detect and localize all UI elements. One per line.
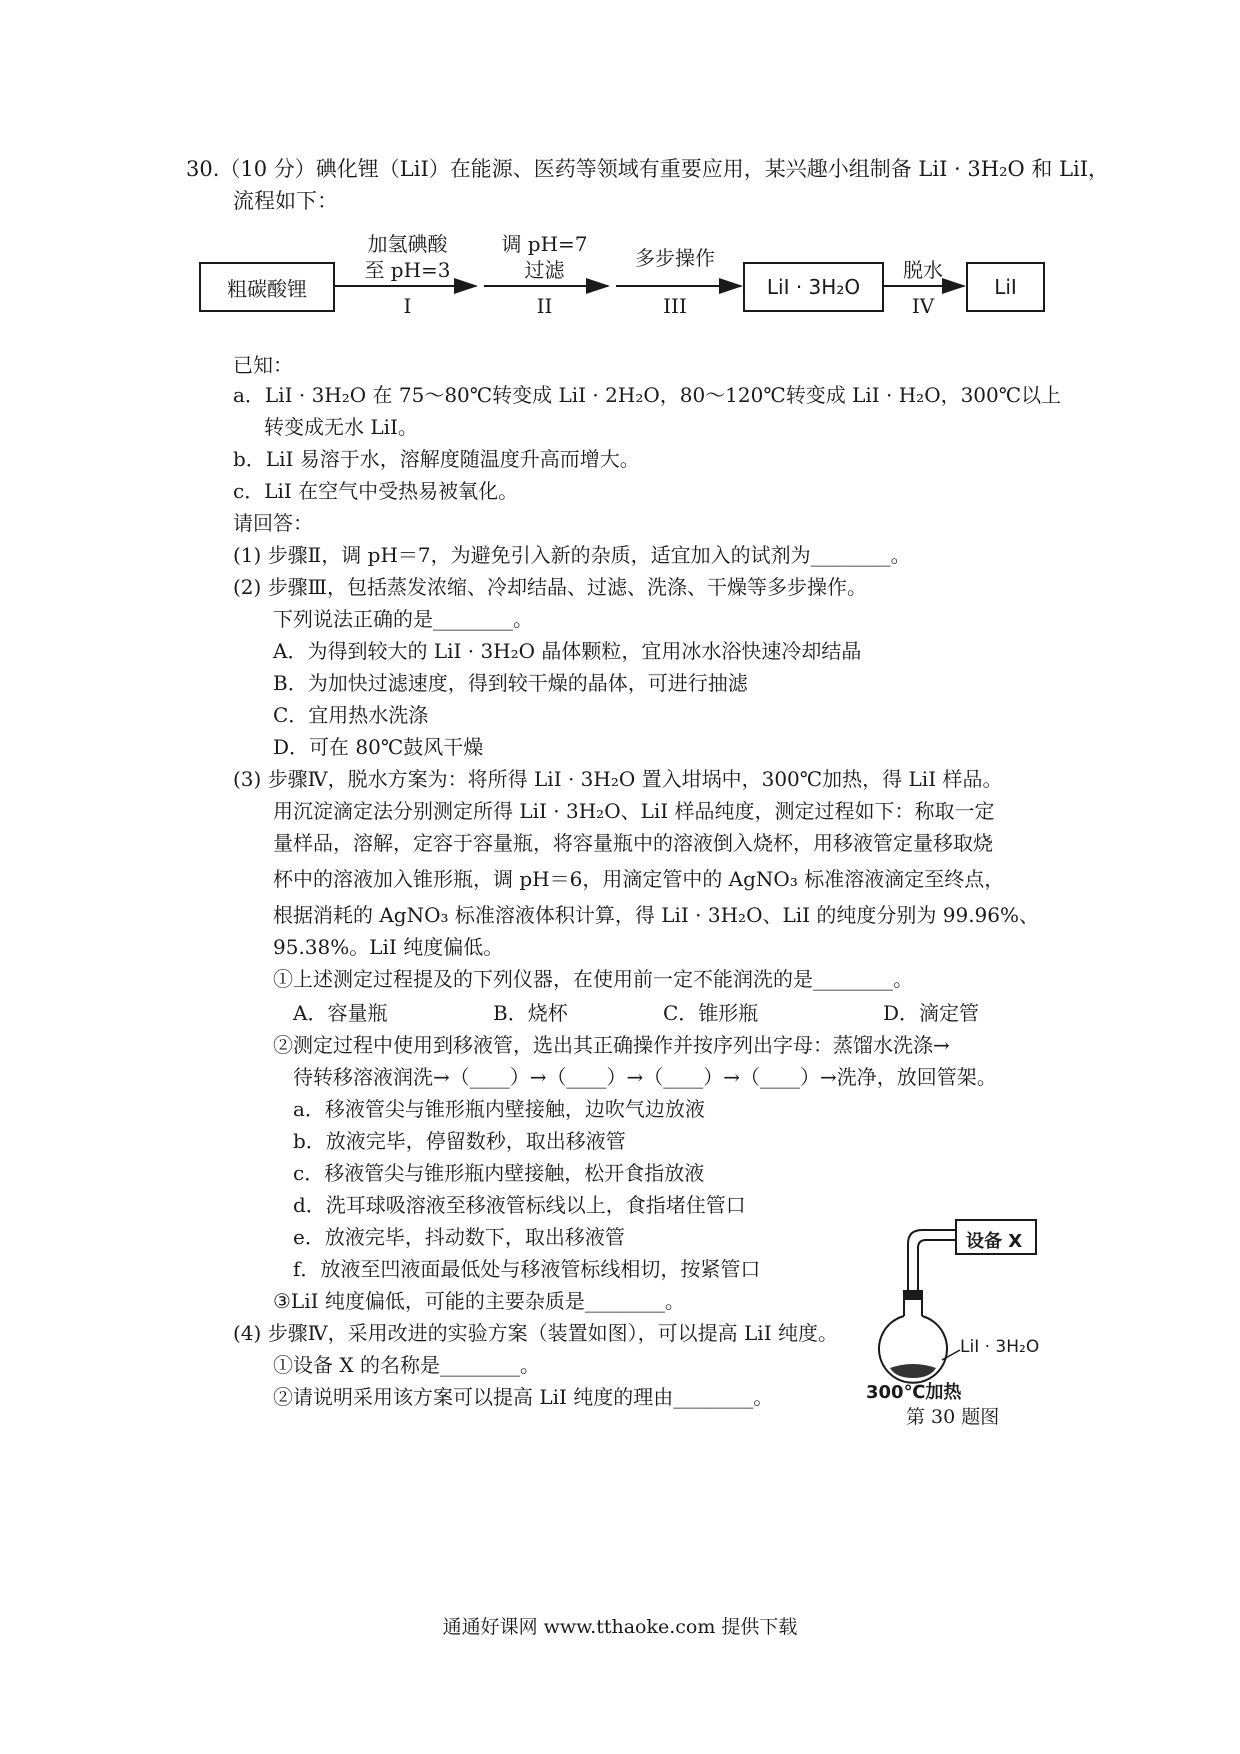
question-title-cont: 流程如下： (233, 189, 338, 213)
q3-step-d: d．洗耳球吸溶液至移液管标线以上，食指堵住管口 (293, 1193, 746, 1217)
known-a-line1: a．LiI · 3H₂O 在 75～80℃转变成 LiI · 2H₂O，80～120℃转变成 LiI · H₂O，300℃以上 (233, 383, 1062, 407)
q3-sub1: ①上述测定过程提及的下列仪器，在使用前一定不能润洗的是________。 (273, 967, 913, 991)
known-heading: 已知： (233, 353, 293, 377)
sample-solid (890, 1364, 936, 1378)
q1-text: (1) 步骤Ⅱ，调 pH＝7，为避免引入新的杂质，适宜加入的试剂为________。 (233, 543, 911, 567)
flow-step1-top2: 至 pH=3 (364, 258, 451, 282)
prompt: 请回答： (233, 511, 313, 535)
q2-line2: 下列说法正确的是________。 (273, 607, 533, 631)
flow-box-mid: LiI · 3H₂O (743, 262, 884, 312)
q3-step-b: b．放液完毕，停留数秒，取出移液管 (293, 1129, 626, 1153)
flow-box-start: 粗碳酸锂 (199, 262, 335, 312)
flow-box-end: LiI (966, 262, 1045, 312)
known-a-line2: 转变成无水 LiI。 (264, 415, 418, 439)
q2-option-a: A．为得到较大的 LiI · 3H₂O 晶体颗粒，宜用冰水浴快速冷却结晶 (273, 639, 862, 663)
flow-step4-bottom: IV (911, 294, 935, 318)
q2-option-d: D．可在 80℃鼓风干燥 (273, 735, 484, 759)
q3-line1: (3) 步骤Ⅳ，脱水方案为：将所得 LiI · 3H₂O 置入坩埚中，300℃加热，得 LiI 样品。 (233, 767, 1003, 791)
q3-step-e: e．放液完毕，抖动数下，取出移液管 (293, 1225, 625, 1249)
q3-step-a: a．移液管尖与锥形瓶内壁接触，边吹气边放液 (293, 1097, 705, 1121)
q4-line1: (4) 步骤Ⅳ，采用改进的实验方案（装置如图），可以提高 LiI 纯度。 (233, 1321, 838, 1345)
flow-step1-bottom: I (403, 294, 412, 318)
q3-step-f: f．放液至凹液面最低处与移液管标线相切，按紧管口 (293, 1257, 761, 1281)
q2-option-b: B．为加快过滤速度，得到较干燥的晶体，可进行抽滤 (273, 671, 748, 695)
q3-option-d: D．滴定管 (883, 1001, 980, 1025)
q3-step-c: c．移液管尖与锥形瓶内壁接触，松开食指放液 (293, 1161, 705, 1185)
known-c: c．LiI 在空气中受热易被氧化。 (233, 479, 519, 503)
flow-step1-top1: 加氢碘酸 (367, 232, 448, 256)
page-footer: 通通好课网 www.tthaoke.com 提供下载 (442, 1616, 798, 1638)
q2-option-c: C．宜用热水洗涤 (273, 703, 429, 727)
sample-label: LiI · 3H₂O (960, 1337, 1040, 1357)
flow-step3-top: 多步操作 (635, 246, 715, 270)
q3-option-a: A．容量瓶 (293, 1001, 388, 1025)
device-x-label: 设备 X (966, 1231, 1023, 1252)
q2-line1: (2) 步骤Ⅲ，包括蒸发浓缩、冷却结晶、过滤、洗涤、干燥等多步操作。 (233, 575, 867, 599)
flow-arrows (0, 0, 1240, 340)
flow-step4-top: 脱水 (903, 258, 943, 282)
q3-option-b: B．烧杯 (493, 1001, 568, 1025)
known-b: b．LiI 易溶于水，溶解度随温度升高而增大。 (233, 447, 640, 471)
q4-sub2: ②请说明采用该方案可以提高 LiI 纯度的理由________。 (273, 1385, 774, 1409)
q3-sub2-line1: ②测定过程中使用到移液管，选出其正确操作并按序列出字母：蒸馏水洗涤→ (273, 1033, 950, 1057)
stopper (903, 1290, 923, 1300)
flow-step2-bottom: II (536, 294, 553, 318)
flow-step2-top2: 过滤 (524, 258, 565, 282)
question-title: 30.（10 分）碘化锂（LiI）在能源、医药等领域有重要应用，某兴趣小组制备 LiI · 3H₂O 和 LiI， (186, 157, 1110, 181)
q3-line6: 95.38%。LiI 纯度偏低。 (273, 935, 504, 959)
q3-option-c: C．锥形瓶 (663, 1001, 759, 1025)
flow-step3-bottom: III (663, 294, 687, 318)
q3-line2: 用沉淀滴定法分别测定所得 LiI · 3H₂O、LiI 样品纯度，测定过程如下：称取一定 (273, 799, 995, 823)
figure-caption: 第 30 题图 (906, 1406, 1000, 1428)
q3-sub2-line2: 待转移溶液润洗→（____）→（____）→（____）→（____）→洗净，放回管架。 (293, 1065, 997, 1089)
q4-sub1: ①设备 X 的名称是________。 (273, 1353, 540, 1377)
q3-line3: 量样品，溶解，定容于容量瓶，将容量瓶中的溶液倒入烧杯，用移液管定量移取烧 (273, 831, 993, 855)
q3-line4: 杯中的溶液加入锥形瓶，调 pH＝6，用滴定管中的 AgNO₃ 标准溶液滴定至终点， (273, 867, 1005, 891)
flow-step2-top1: 调 pH=7 (501, 232, 588, 256)
q3-sub3: ③LiI 纯度偏低，可能的主要杂质是________。 (273, 1289, 685, 1313)
heat-label: 300℃加热 (866, 1382, 962, 1403)
q3-line5: 根据消耗的 AgNO₃ 标准溶液体积计算，得 LiI · 3H₂O、LiI 的纯度分别为 99.96%、 (273, 903, 1040, 927)
